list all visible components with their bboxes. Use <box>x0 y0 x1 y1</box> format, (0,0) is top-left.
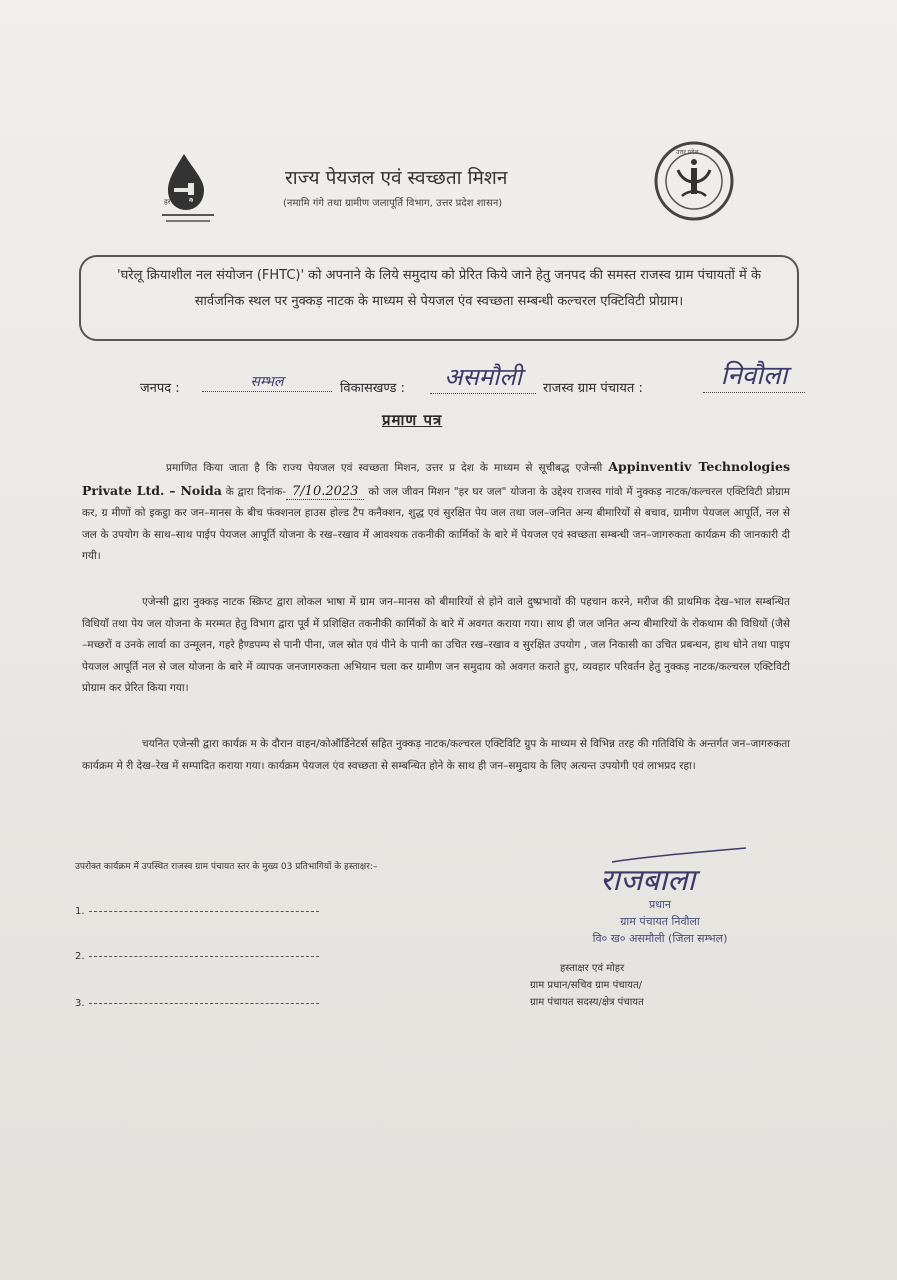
pradhan-stamp <box>560 896 760 947</box>
program-date: 7/10.2023 <box>286 484 364 500</box>
up-government-seal <box>648 140 740 222</box>
participant-signature-line-3: 3. <box>75 998 319 1009</box>
vikaskhand-value: असमौली <box>430 360 536 394</box>
signature-caption <box>530 960 760 1011</box>
panchayat-value: निवौला <box>703 356 805 393</box>
paragraph-3: चयनित एजेन्सी द्वारा कार्यक्र म के दौरान वाहन/कोऑर्डिनेटर्स सहित नुक्कड़ नाटक/कल्चरल एक्टिविटि ग्रुप के माध्यम से विभिन्न तरह की गतिविधि के अन्तर्गत जन–जागरुकता कार्यक्रम मे री देख–रेख में सम्पादित कराया गया। कार्यक्रम पेयजल एंव स्वच्छता से सम्बन्धित होने के साथ ही जन–समुदाय के लिए अत्यन्त उपयोगी एवं लाभप्रद रहा। <box>82 738 790 772</box>
signature-stroke <box>610 846 750 866</box>
participant-signature-line-2: 2. <box>75 951 319 962</box>
logo-left-text: हर घर जल <box>164 198 192 206</box>
agency-name: Appinventiv Technologies Private Ltd. – Noida <box>82 459 791 498</box>
jal-jeevan-logo <box>160 150 230 230</box>
stamp-line-2: ग्राम पंचायत निवौला <box>620 915 700 928</box>
location-fields <box>140 361 820 404</box>
mission-title: राज्य पेयजल एवं स्वच्छता मिशन <box>285 167 508 189</box>
program-topic-box: 'घरेलू क्रियाशील नल संयोजन (FHTC)' को अपनाने के लिये समुदाय को प्रेरित किये जाने हेतु जनपद की समस्त राजस्व ग्राम पंचायतों में के सार्वजनिक स्थल पर नुक्कड़ नाटक के माध्यम से पेयजल एंव स्वच्छता सम्बन्धी कल्चरल एक्टिविटी प्रोग्राम। <box>79 255 799 341</box>
pradhan-signature: राजबाला <box>600 863 696 898</box>
mission-subtitle: (नमामि गंगे तथा ग्रामीण जलापूर्ति विभाग, उत्तर प्रदेश शासन) <box>283 198 503 209</box>
seal-text: उत्तर प्रदेश <box>676 149 699 156</box>
paragraph-1: प्रमाणित किया जाता है कि राज्य पेयजल एवं स्वच्छता मिशन, उत्तर प्र देश के माध्यम से सूचीबद्ध एजेन्सी Appinventiv Technologies Private Ltd. – Noida के द्वारा दिनांक- 7/10.2023 को जल जीवन मिशन "हर घर जल" योजना के उद्देश्य राजस्व गांवो में नुक्कड़ नाटक/कल्चरल एक्टिविटी प्रोग्राम कर, ग्र मीणों को इकट्ठा कर जन–मानस के बीच फंक्शनल हाउस होल्ड टैप कनैक्शन, शुद्ध एवं सुरक्षित पेय जल तथा जल–जनित अन्य बीमारियों से बचाव, ग्रामीण पेयजल आपूर्ति, नल से जल के उपयोग के साथ–साथ पाईप पेयजल आपूर्ति योजना के रख–रखाव में आवश्यक तकनीकी कार्मिकों के बारे में पेयजल एवं स्वच्छता सम्बन्धी जन–जागरुकता कार्यक्रम की जानकारी दी गयी। <box>82 459 791 562</box>
participant-signature-line-1: 1. <box>75 906 319 917</box>
signature-caption-1: हस्ताक्षर एवं मोहर <box>560 963 625 974</box>
participants-signature-intro: उपरोक्त कार्यक्रम में उपस्थित राजस्व ग्राम पंचायत स्तर के मुख्य 03 प्रतिभागियों के हस्ताक्षर:– <box>75 862 378 872</box>
signature-caption-2: ग्राम प्रधान/सचिव ग्राम पंचायत/ <box>530 980 643 991</box>
stamp-line-1: प्रधान <box>649 898 671 911</box>
vikaskhand-label: विकासखण्ड : <box>340 381 406 396</box>
janpad-value: सम्भल <box>202 372 332 392</box>
janpad-label: जनपद : <box>140 381 180 396</box>
paragraph-2: एजेन्सी द्वारा नुक्कड़ नाटक स्क्रिप्ट द्वारा लोकल भाषा में ग्राम जन–मानस को बीमारियों से होने वाले दुष्प्रभावों की पहचान करने, मरीज की प्राथमिक देख–भाल सम्बन्धित विधियाँ तथा पेय जल योजना के मरम्मत हेतु विभाग द्वारा पूर्व में प्रशिक्षित तकनीकी कार्मिकों के बारे में अवगत कराया गया। साथ ही जल जनित अन्य बीमारियों के रोकथाम की विधियों (जैसे –मच्छरों व उनके लार्वा का उन्मूलन, गहरे हैण्डपम्प से पानी पीना, जल स्रोत एवं पीने के पानी का उचित रख–रखाव व सुरक्षित उपयोग , जल निकासी का उचित प्रबन्धन, हाथ धोने तथा पाइप पेयजल आपूर्ति नल से जल योजना के बारे में व्यापक जनजागरुकता अभियान चला कर ग्रामीण जन समुदाय को अवगत कराते हुए, व्यवहार परिवर्तन हेतु नुक्कड़ नाटक/कल्चरल एक्टिविटी प्रोग्राम कर प्रेरित किया गया। <box>82 596 790 694</box>
signature-caption-3: ग्राम पंचायत सदस्य/क्षेत्र पंचायत <box>530 997 644 1008</box>
stamp-line-3: वि० ख० असमौली (जिला सम्भल) <box>592 932 728 945</box>
certificate-heading: प्रमाण पत्र <box>382 411 443 429</box>
panchayat-label: राजस्व ग्राम पंचायत : <box>543 381 643 396</box>
